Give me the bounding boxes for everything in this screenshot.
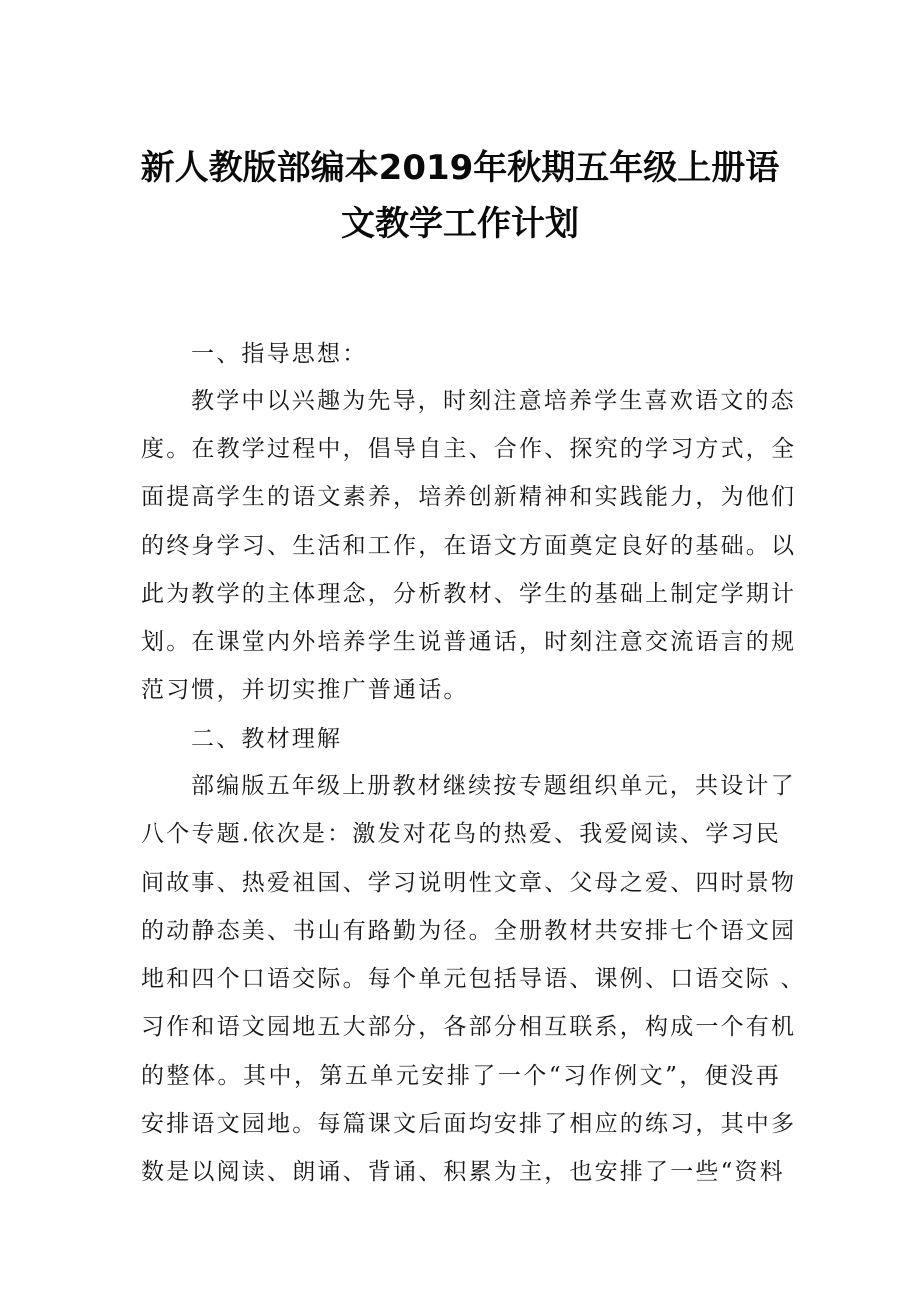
paragraph-line: 范习惯，并切实推广普通话。 bbox=[141, 677, 469, 703]
paragraph-line: 的整体。其中，第五单元安排了一个“习作例文”，便没再 bbox=[141, 1063, 781, 1089]
paragraph-line: 间故事、热爱祖国、学习说明性文章、父母之爱、四时景物 bbox=[141, 870, 797, 896]
document-title-line-2: 文教学工作计划 bbox=[341, 204, 579, 244]
paragraph-line: 教学中以兴趣为先导，时刻注意培养学生喜欢语文的态 bbox=[191, 388, 796, 414]
paragraph-line: 安排语文园地。每篇课文后面均安排了相应的练习，其中多 bbox=[141, 1111, 797, 1137]
paragraph-line: 的终身学习、生活和工作，在语文方面奠定良好的基础。以 bbox=[141, 533, 797, 559]
document-title-line-1: 新人教版部编本2019年秋期五年级上册语 bbox=[140, 148, 780, 188]
paragraph-line: 习作和语文园地五大部分，各部分相互联系，构成一个有机 bbox=[141, 1014, 797, 1040]
paragraph-line: 数是以阅读、朗诵、背诵、积累为主，也安排了一些“资料 bbox=[141, 1159, 785, 1185]
section-heading-textbook-understanding: 二、教材理解 bbox=[191, 726, 343, 752]
paragraph-line: 面提高学生的语文素养，培养创新精神和实践能力，为他们 bbox=[141, 484, 797, 510]
paragraph-line: 地和四个口语交际。每个单元包括导语、课例、口语交际 、 bbox=[141, 966, 806, 992]
paragraph-line: 划。在课堂内外培养学生说普通话，时刻注意交流语言的规 bbox=[141, 629, 797, 655]
paragraph-line: 的动静态美、书山有路勤为径。全册教材共安排七个语文园 bbox=[141, 918, 797, 944]
section-heading-guiding-ideology: 一、指导思想： bbox=[191, 341, 368, 367]
paragraph-line: 部编版五年级上册教材继续按专题组织单元，共设计了 bbox=[191, 773, 796, 799]
paragraph-line: 八个专题.依次是：激发对花鸟的热爱、我爱阅读、学习民 bbox=[141, 821, 781, 847]
paragraph-line: 度。在教学过程中，倡导自主、合作、探究的学习方式，全 bbox=[141, 436, 797, 462]
paragraph-line: 此为教学的主体理念，分析教材、学生的基础上制定学期计 bbox=[141, 581, 797, 607]
